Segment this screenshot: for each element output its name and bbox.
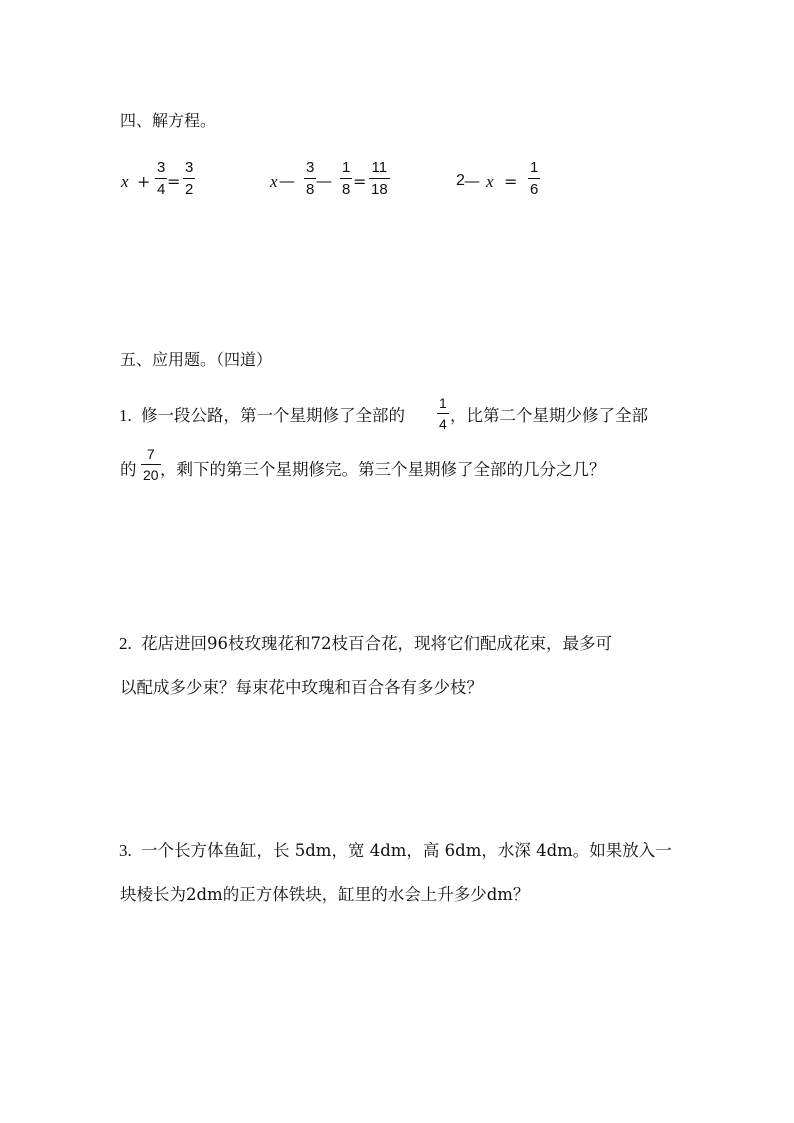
section-5-heading: 五、应用题。（四道） [120, 350, 273, 369]
eq1-variable: x [121, 172, 129, 191]
problem-3-line-1: 一个长方体鱼缸，长 5dm，宽 4dm，高 6dm，水深 4dm。如果放入一 [141, 841, 672, 860]
eq2-fraction-2: 1 8 [342, 159, 351, 198]
eq2-variable: x [270, 172, 278, 191]
eq2-minus-1: — [279, 171, 295, 190]
problem-2-line-2: 以配成多少束？每束花中玫瑰和百合各有多少枝？ [120, 678, 483, 697]
problem-2-number: 2. [119, 634, 132, 653]
section-4-heading: 四、解方程。 [120, 111, 217, 130]
eq3-two: 2 [456, 172, 465, 189]
problem-1-fraction-1: 1 4 [439, 395, 447, 432]
problem-1-number: 1. [119, 406, 132, 425]
eq2-equals: = [353, 172, 367, 191]
eq1-fraction-2: 3 2 [185, 159, 194, 198]
eq1-fraction-1: 3 4 [157, 159, 166, 198]
eq1-plus: + [137, 172, 151, 191]
problem-3-number: 3. [119, 841, 132, 860]
eq3-minus: — [464, 171, 480, 190]
problem-1-line-2b: ，剩下的第三个星期修完。第三个星期修了全部的几分之几？ [160, 460, 606, 479]
problem-1-line-1a: 修一段公路，第一个星期修了全部的 [141, 406, 405, 425]
problem-3-line-2: 块棱长为2dm的正方体铁块，缸里的水会上升多少dm？ [120, 885, 530, 904]
problem-2-line-1: 花店进回96枝玫瑰花和72枝百合花，现将它们配成花束，最多可 [141, 634, 612, 653]
eq3-equals: = [504, 172, 518, 191]
eq3-variable: x [486, 172, 494, 191]
eq2-fraction-3: 11 18 [371, 159, 388, 198]
eq2-minus-2: — [316, 171, 332, 190]
problem-1-line-1b: ，比第二个星期少修了全部 [450, 406, 648, 425]
eq3-fraction-1: 1 6 [530, 159, 539, 198]
eq2-fraction-1: 3 8 [306, 159, 315, 198]
eq1-equals: = [167, 172, 181, 191]
problem-1-line-2a: 的 [120, 460, 137, 479]
problem-1-fraction-2: 7 20 [143, 446, 159, 483]
